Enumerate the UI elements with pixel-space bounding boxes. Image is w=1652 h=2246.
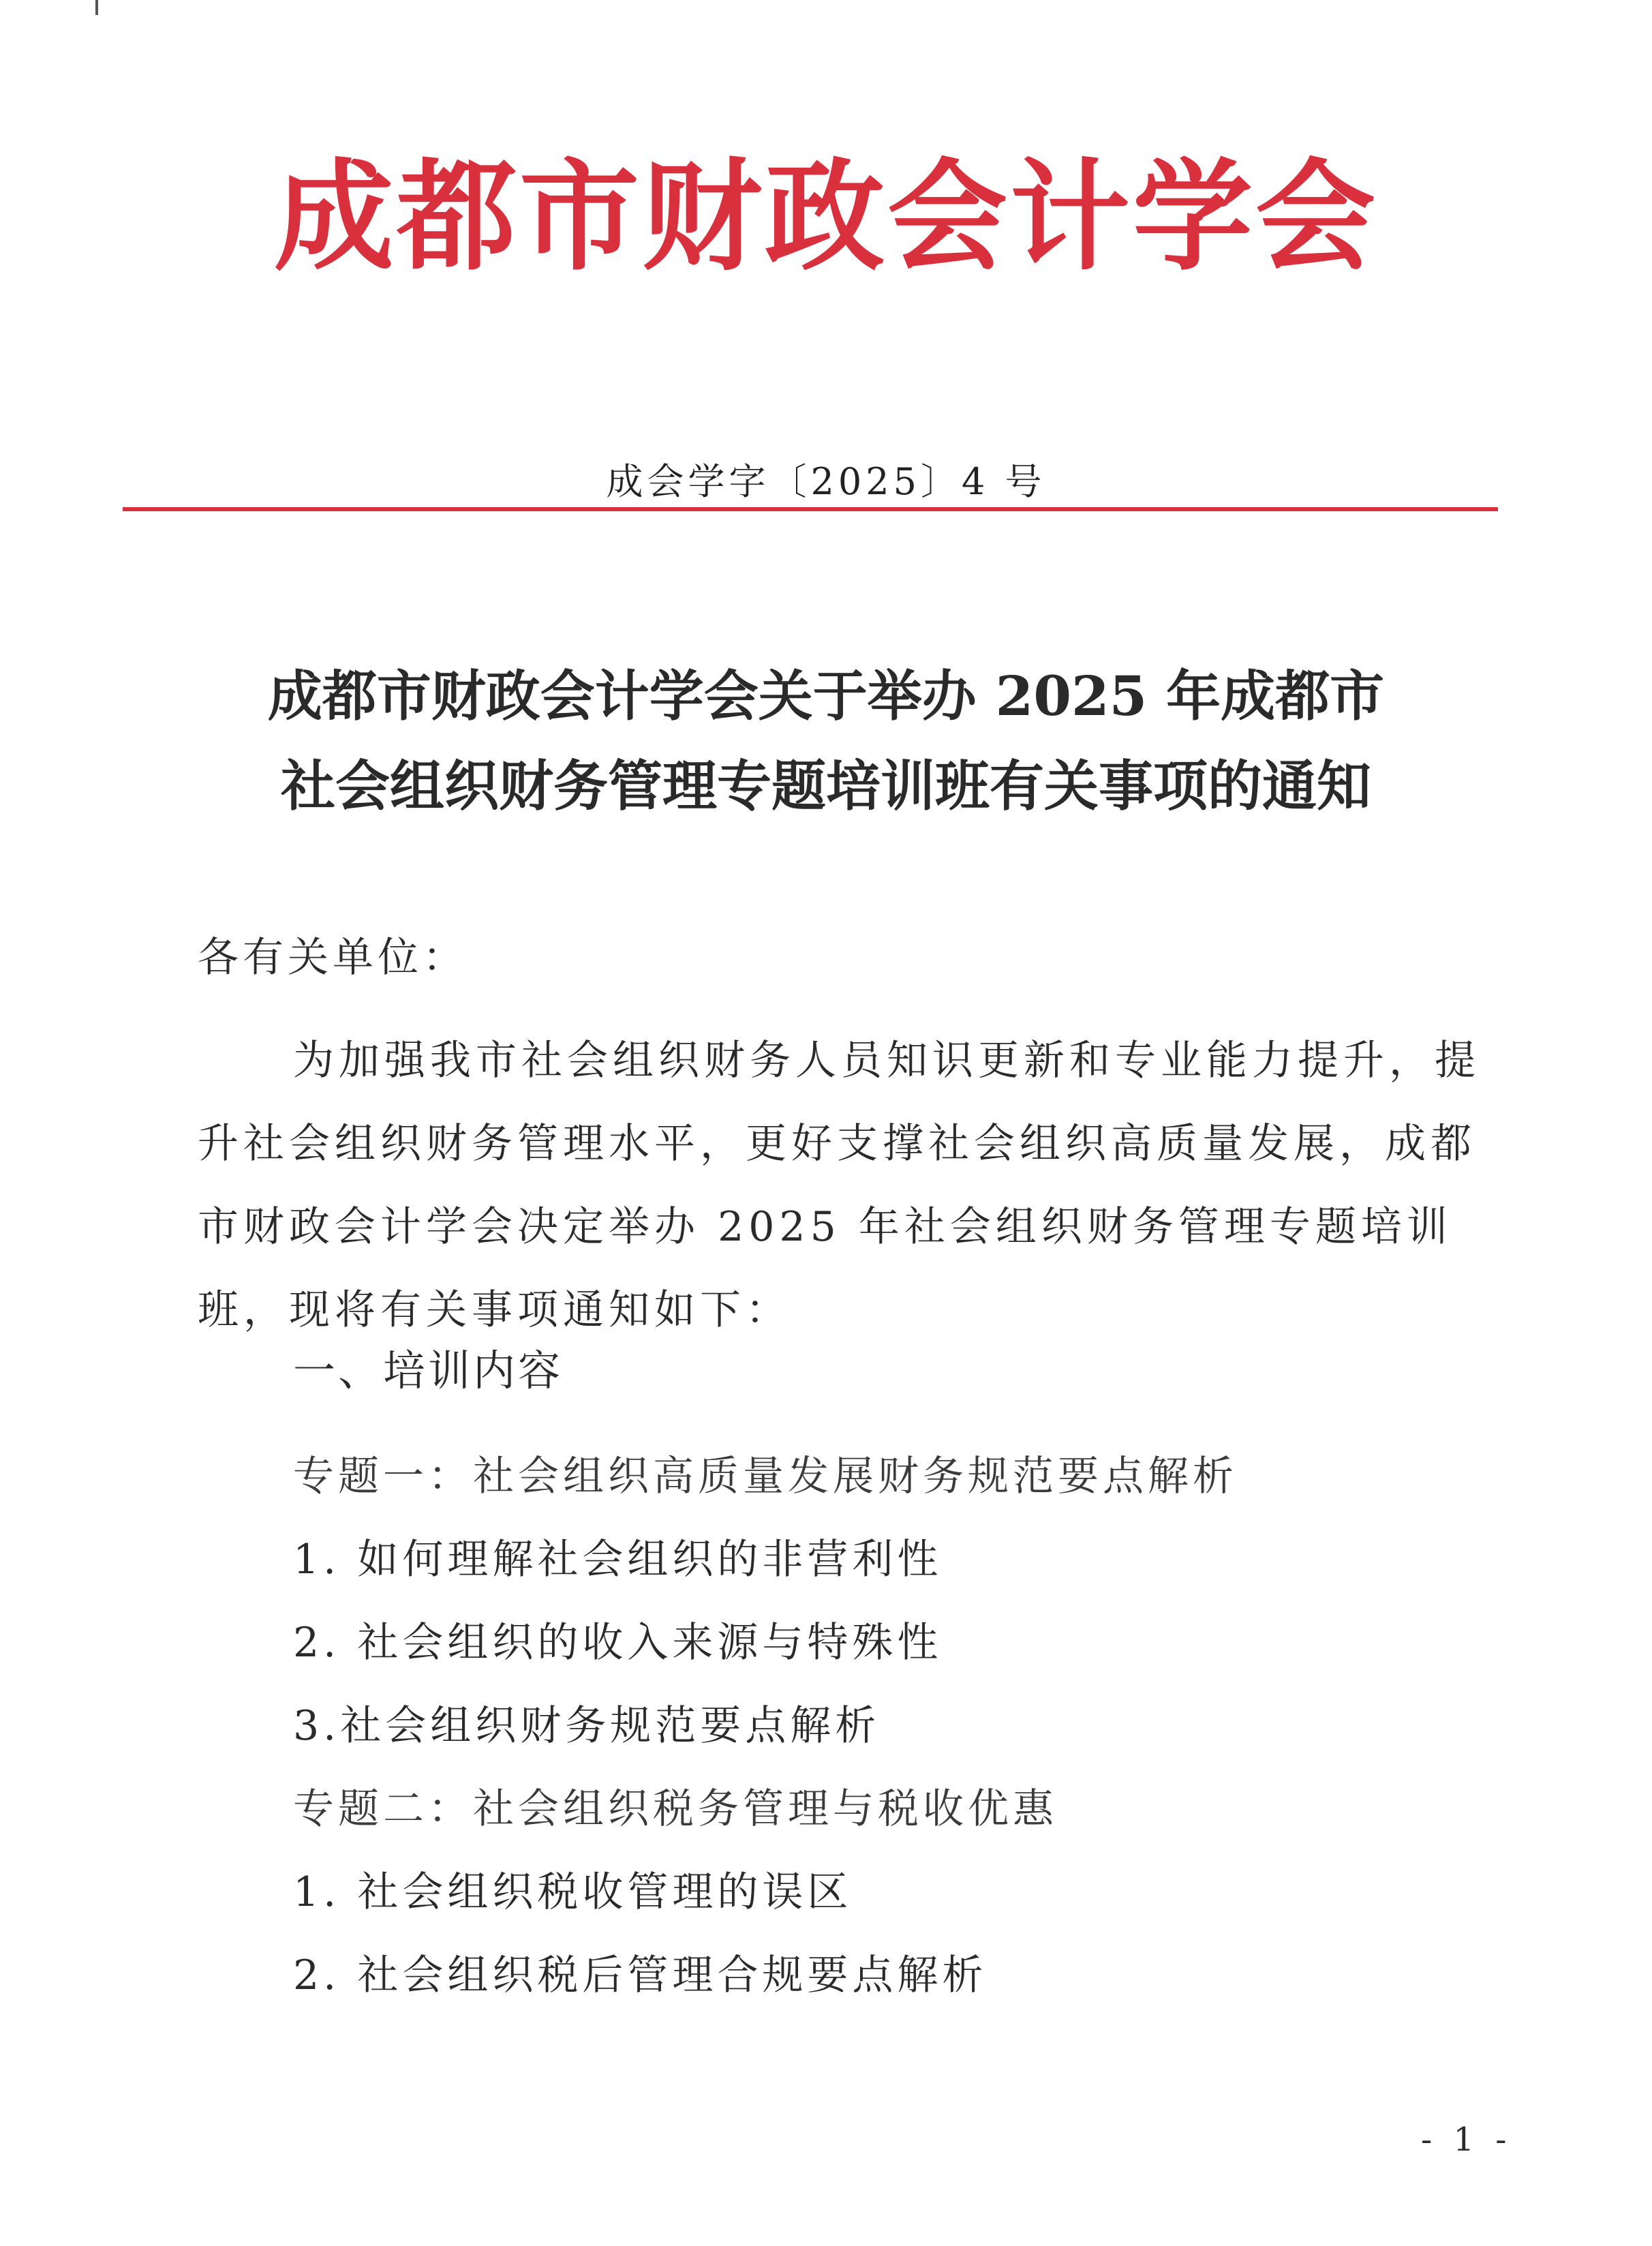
body-line: 为加强我市社会组织财务人员知识更新和专业能力提升，提 [293,1037,1480,1084]
body-line: 市财政会计学会决定举办 2025 年社会组织财务管理专题培训 [198,1203,1452,1251]
list-item: 3.社会组织财务规范要点解析 [293,1702,881,1750]
training-topics-list [293,1435,1238,2017]
section-heading: 一、培训内容 [293,1346,564,1395]
document-number: 成会学字〔2025〕4 号 [606,460,1046,503]
document-title [0,651,1652,831]
title-line-1: 成都市财政会计学会关于举办 2025 年成都市 [267,664,1385,728]
salutation: 各有关单位： [198,934,468,982]
body-line: 班，现将有关事项通知如下： [198,1286,791,1334]
list-item: 2. 社会组织税后管理合规要点解析 [293,1952,988,1999]
list-item: 1. 如何理解社会组织的非营利性 [293,1536,943,1583]
topic-heading: 专题二：社会组织税务管理与税收优惠 [293,1785,1058,1833]
organization-header: 成都市财政会计学会 [273,146,1378,287]
list-item: 1. 社会组织税收管理的误区 [293,1868,853,1916]
topic-heading: 专题一：社会组织高质量发展财务规范要点解析 [293,1453,1238,1500]
page-number: - 1 - [1421,2121,1512,2159]
body-line: 升社会组织财务管理水平，更好支撑社会组织高质量发展，成都 [198,1120,1476,1168]
body-paragraph [198,1019,1479,1352]
list-item: 2. 社会组织的收入来源与特殊性 [293,1619,943,1667]
scan-edge-mark [95,0,98,15]
title-line-2: 社会组织财务管理专题培训班有关事项的通知 [281,754,1371,818]
header-divider [123,507,1498,511]
